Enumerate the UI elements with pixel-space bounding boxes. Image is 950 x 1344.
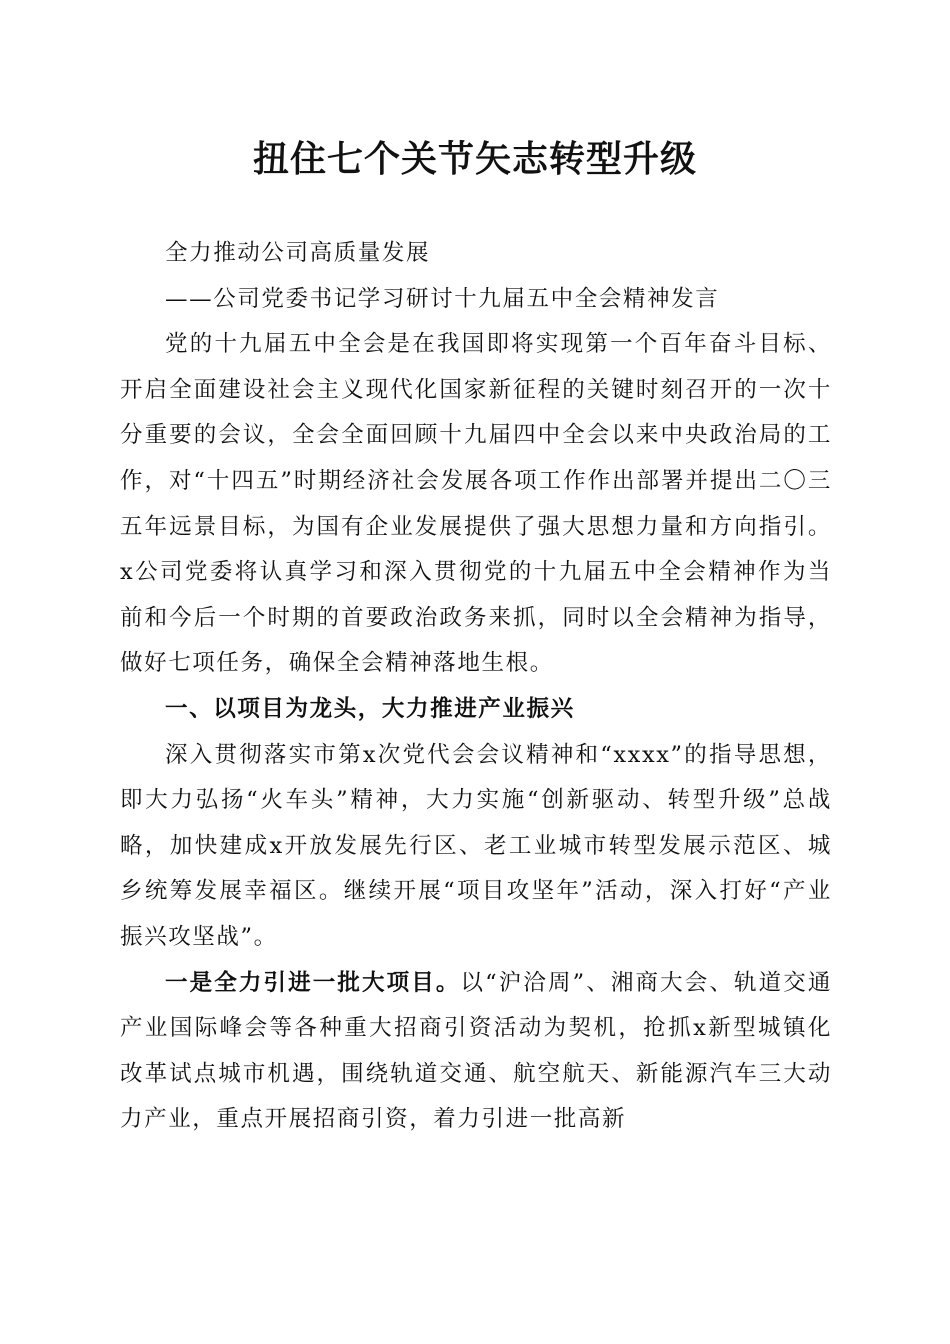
intro-paragraph: 党的十九届五中全会是在我国即将实现第一个百年奋斗目标、开启全面建设社会主义现代化国家新征程的关键时刻召开的一次十分重要的会议，全会全面回顾十九届四中全会以来中央政治局的工作，对“十四五”时期经济社会发展各项工作作出部署并提出二〇三五年远景目标，为国有企业发展提供了强大思想力量和方向指引。x公司党委将认真学习和深入贯彻党的十九届五中全会精神作为当前和今后一个时期的首要政治政务来抓，同时以全会精神为指导，做好七项任务，确保全会精神落地生根。: [120, 331, 832, 677]
point-text: 以“沪洽周”、湘商大会、轨道交通产业国际峰会等各种重大招商引资活动为契机，抢抓x新型城镇化改革试点城市机遇，围绕轨道交通、航空航天、新能源汽车三大动力产业，重点开展招商引资，着力引进一批高新: [120, 969, 833, 1133]
point-lead: 一是全力引进一批大项目。: [165, 969, 461, 996]
document-title: 扭住七个关节矢志转型升级: [252, 139, 697, 180]
document-body: [120, 231, 832, 1143]
point-paragraph: [120, 961, 832, 1143]
document-subtitle: 全力推动公司高质量发展: [165, 240, 431, 266]
section-heading: 一、以项目为龙头，大力推进产业振兴: [165, 695, 575, 722]
section-paragraph: 深入贯彻落实市第x次党代会会议精神和“xxxx”的指导思想，即大力弘扬“火车头”精神，大力实施“创新驱动、转型升级”总战略，加快建成x开放发展先行区、老工业城市转型发展示范区、城乡统筹发展幸福区。继续开展“项目攻坚年”活动，深入打好“产业振兴攻坚战”。: [120, 741, 832, 950]
document-byline: ——公司党委书记学习研讨十九届五中全会精神发言: [165, 285, 720, 312]
